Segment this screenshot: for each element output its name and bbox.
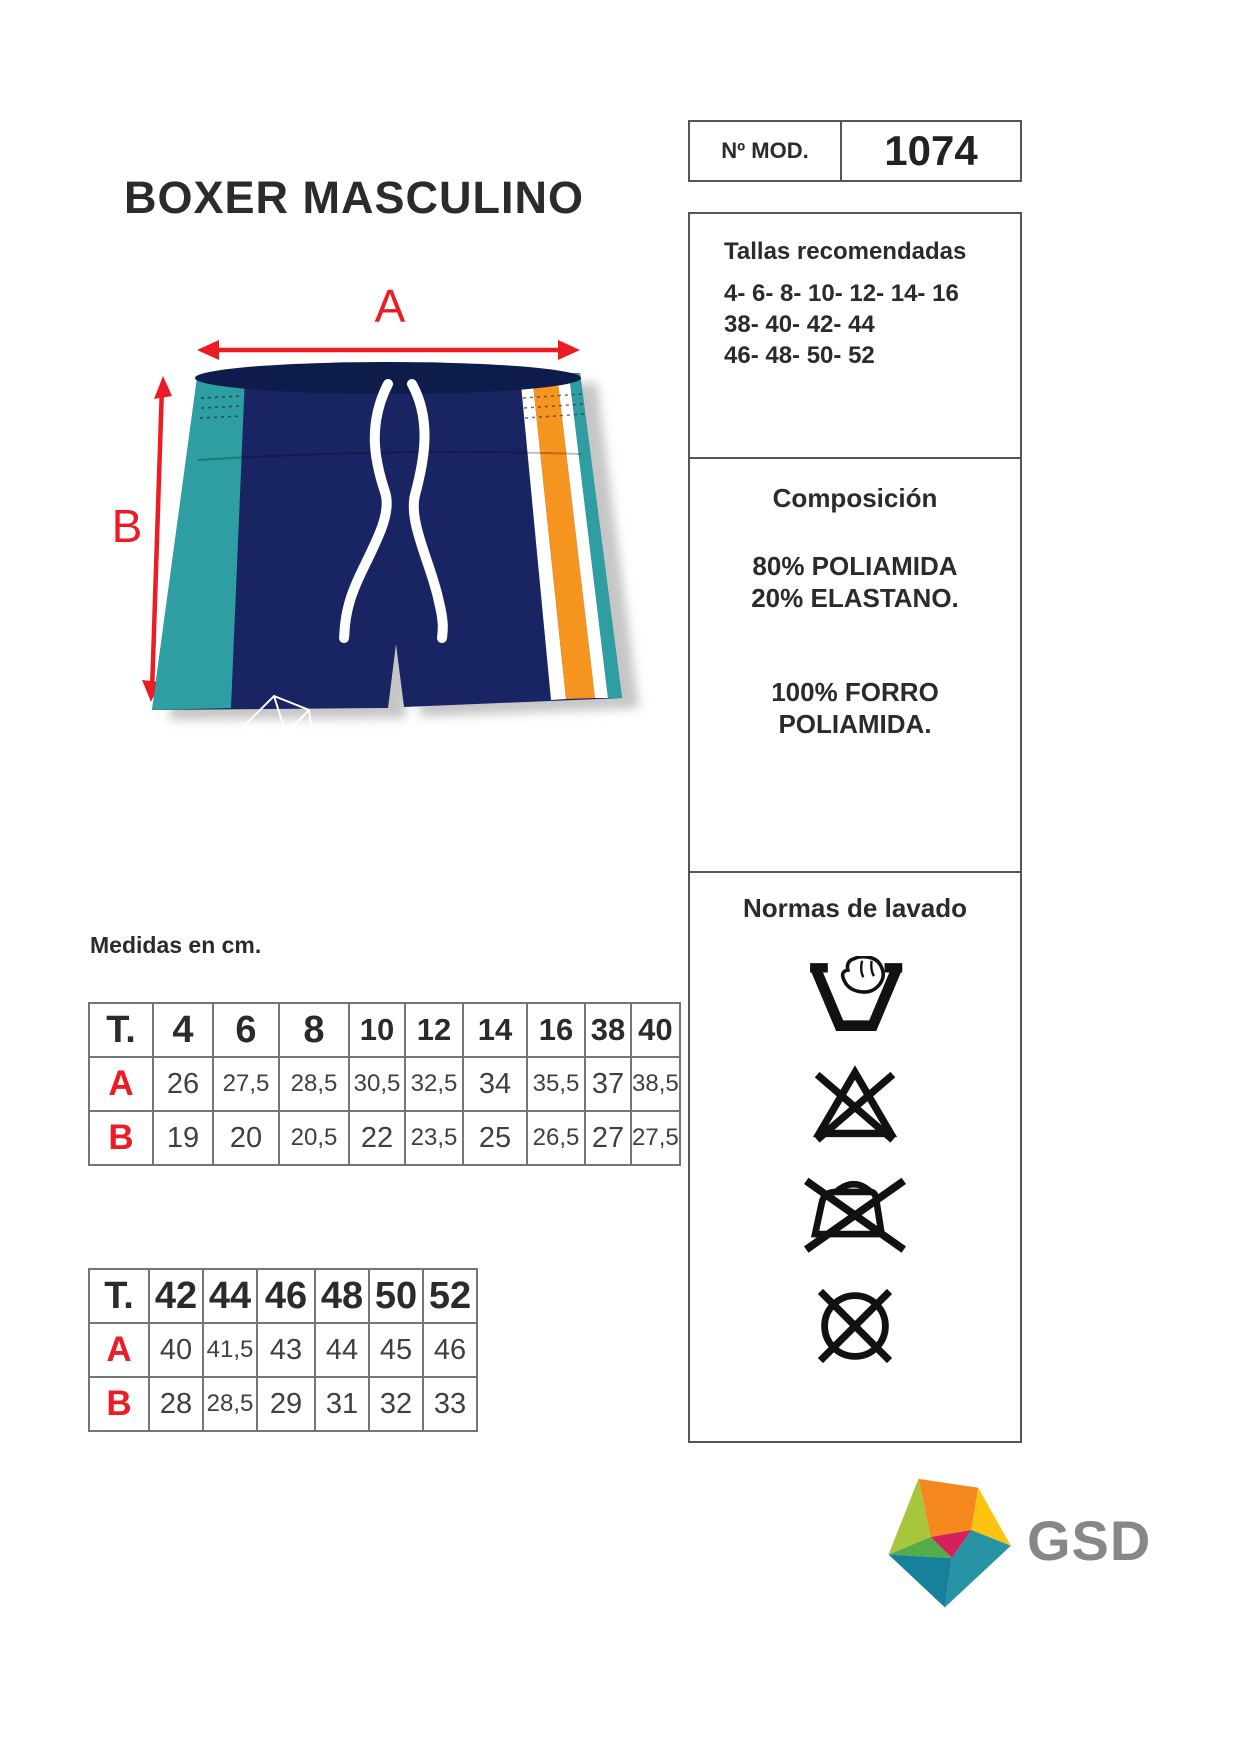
composition-fabric	[690, 550, 1020, 614]
measure-value: 33	[423, 1377, 477, 1431]
measure-row-label: B	[89, 1111, 153, 1165]
measure-value: 46	[423, 1323, 477, 1377]
dimension-label-a: A	[374, 280, 406, 332]
recommended-sizes-title: Tallas recomendadas	[724, 238, 967, 265]
composition-lining	[690, 676, 1020, 740]
recommended-sizes-list	[724, 278, 1020, 371]
measure-row-label: A	[89, 1323, 149, 1377]
gsd-gem-icon	[885, 1470, 1017, 1611]
size-header: 14	[463, 1003, 527, 1057]
size-header: 52	[423, 1269, 477, 1323]
measure-value: 30,5	[349, 1057, 405, 1111]
measure-value: 31	[315, 1377, 369, 1431]
measure-value: 28,5	[279, 1057, 349, 1111]
size-header: 46	[257, 1269, 315, 1323]
composition-line: 100% FORRO	[771, 677, 939, 707]
measure-value: 32,5	[405, 1057, 463, 1111]
measure-value: 28	[149, 1377, 203, 1431]
measure-value: 41,5	[203, 1323, 257, 1377]
measure-value: 40	[149, 1323, 203, 1377]
shorts-left-teal-panel	[152, 376, 245, 710]
composition-line: POLIAMIDA.	[778, 709, 932, 739]
do-not-iron-icon	[800, 1172, 910, 1254]
size-col-label: T.	[89, 1003, 153, 1057]
wash-care-title: Normas de lavado	[743, 893, 967, 923]
size-header: 48	[315, 1269, 369, 1323]
product-illustration	[95, 270, 665, 785]
composition-line: 20% ELASTANO.	[751, 583, 959, 613]
size-header: 16	[527, 1003, 585, 1057]
size-header: 4	[153, 1003, 213, 1057]
brand-name: GSD	[1027, 1509, 1152, 1572]
wash-care-section	[690, 871, 1020, 1465]
size-header: 8	[279, 1003, 349, 1057]
measure-value: 29	[257, 1377, 315, 1431]
size-header: 40	[631, 1003, 680, 1057]
size-col-label: T.	[89, 1269, 149, 1323]
sizes-line: 4- 6- 8- 10- 12- 14- 16	[724, 280, 959, 307]
size-header: 38	[585, 1003, 631, 1057]
sizes-line: 46- 48- 50- 52	[724, 342, 875, 369]
model-number-box	[688, 120, 1022, 182]
hand-wash-icon	[803, 956, 907, 1034]
sizes-line: 38- 40- 42- 44	[724, 311, 875, 338]
measure-row-label: A	[89, 1057, 153, 1111]
wash-care-symbols	[690, 924, 1020, 1370]
composition-line: 80% POLIAMIDA	[752, 551, 958, 581]
size-header: 6	[213, 1003, 279, 1057]
size-header: 50	[369, 1269, 423, 1323]
measure-value: 43	[257, 1323, 315, 1377]
measure-value: 22	[349, 1111, 405, 1165]
page-title: BOXER MASCULINO	[124, 172, 585, 223]
composition-section	[690, 457, 1020, 871]
measure-value: 44	[315, 1323, 369, 1377]
measure-value: 27	[585, 1111, 631, 1165]
measure-value: 38,5	[631, 1057, 680, 1111]
measure-value: 26	[153, 1057, 213, 1111]
measure-value: 32	[369, 1377, 423, 1431]
measure-value: 37	[585, 1057, 631, 1111]
composition-title: Composición	[772, 483, 938, 513]
measure-value: 20,5	[279, 1111, 349, 1165]
dimension-label-b: B	[111, 500, 143, 552]
size-header: 12	[405, 1003, 463, 1057]
info-panel	[688, 212, 1022, 1443]
measure-value: 25	[463, 1111, 527, 1165]
do-not-dry-clean-icon	[810, 1282, 900, 1370]
brand-logo	[885, 1470, 1151, 1611]
measure-value: 27,5	[213, 1057, 279, 1111]
measure-value: 35,5	[527, 1057, 585, 1111]
size-table-2	[88, 1268, 478, 1432]
measure-value: 45	[369, 1323, 423, 1377]
size-header: 44	[203, 1269, 257, 1323]
measurements-caption: Medidas en cm.	[90, 932, 262, 958]
size-header: 42	[149, 1269, 203, 1323]
measure-value: 28,5	[203, 1377, 257, 1431]
measure-value: 26,5	[527, 1111, 585, 1165]
size-header: 10	[349, 1003, 405, 1057]
model-number-label: Nº MOD.	[690, 122, 842, 180]
dimension-arrow-a	[197, 340, 580, 360]
measure-value: 27,5	[631, 1111, 680, 1165]
size-table-1	[88, 1002, 681, 1166]
measure-value: 23,5	[405, 1111, 463, 1165]
shorts-logo-text: GSD	[291, 758, 324, 775]
measure-row-label: B	[89, 1377, 149, 1431]
recommended-sizes-section	[690, 238, 1020, 457]
do-not-bleach-icon	[809, 1062, 901, 1144]
measure-value: 19	[153, 1111, 213, 1165]
measure-value: 20	[213, 1111, 279, 1165]
model-number-value: 1074	[884, 127, 978, 174]
measure-value: 34	[463, 1057, 527, 1111]
